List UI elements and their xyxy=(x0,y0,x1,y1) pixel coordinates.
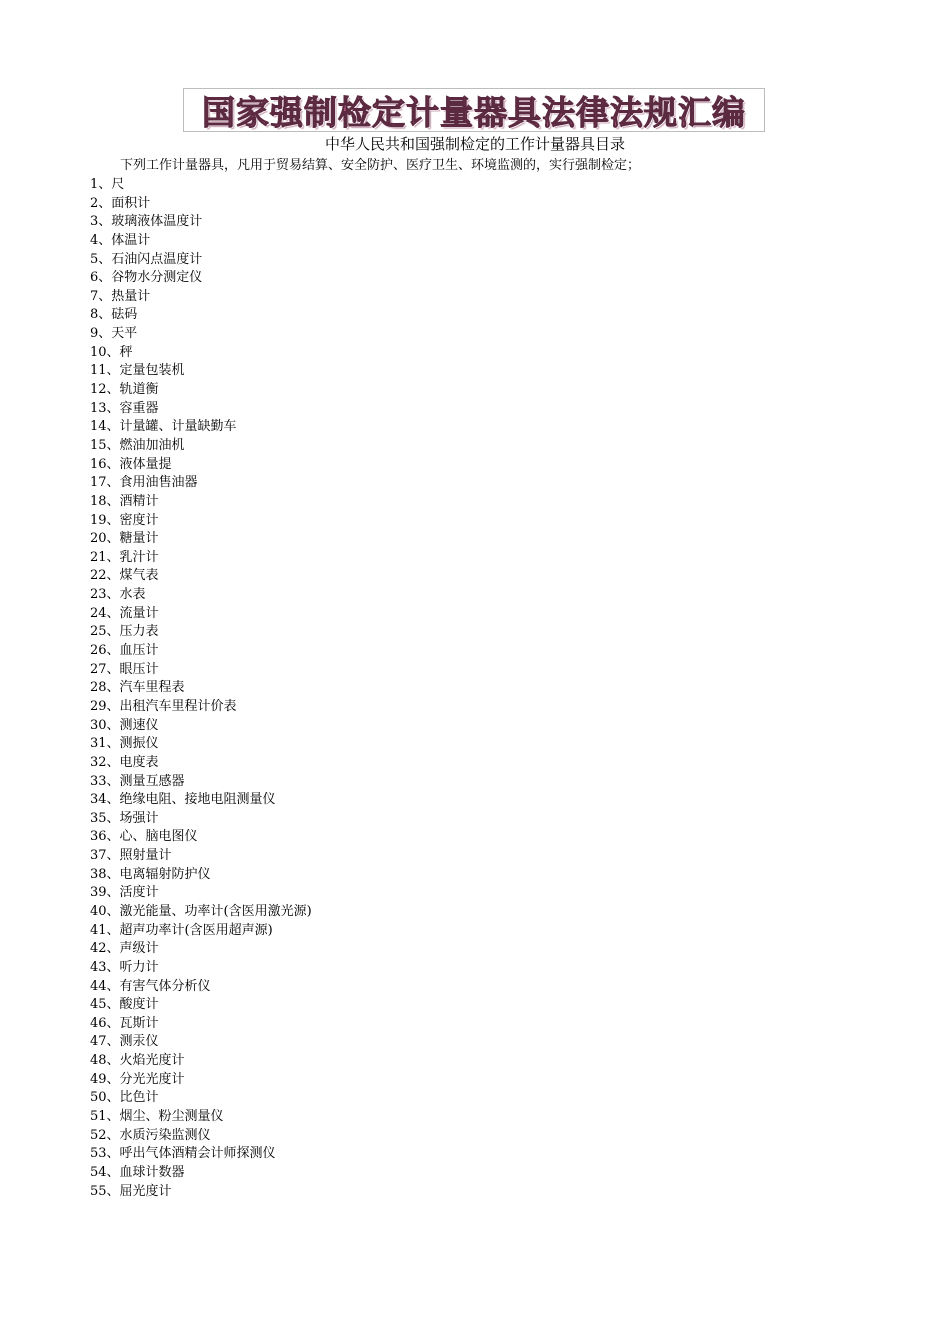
list-item: 43、听力计 xyxy=(90,959,159,975)
list-item: 2、面积计 xyxy=(90,195,151,211)
list-item: 46、瓦斯计 xyxy=(90,1015,159,1031)
list-item: 13、容重器 xyxy=(90,400,159,416)
list-item: 17、食用油售油器 xyxy=(90,475,198,491)
list-item: 21、乳汁计 xyxy=(90,549,159,565)
list-item: 20、糖量计 xyxy=(90,531,159,547)
list-item: 18、酒精计 xyxy=(90,493,159,509)
list-item: 54、血球计数器 xyxy=(90,1164,185,1180)
banner-title: 国家强制检定计量器具法律法规汇编 xyxy=(202,92,746,132)
instrument-list xyxy=(90,176,312,1201)
list-item: 22、煤气表 xyxy=(90,568,159,584)
list-item: 39、活度计 xyxy=(90,885,159,901)
list-item: 25、压力表 xyxy=(90,624,159,640)
list-item: 44、有害气体分析仪 xyxy=(90,978,211,994)
list-item: 15、燃油加油机 xyxy=(90,437,185,453)
list-item: 47、测汞仪 xyxy=(90,1034,159,1050)
list-item: 52、水质污染监测仪 xyxy=(90,1127,211,1143)
list-item: 19、密度计 xyxy=(90,512,159,528)
list-item: 51、烟尘、粉尘测量仪 xyxy=(90,1109,224,1125)
list-item: 36、心、脑电图仪 xyxy=(90,829,198,845)
list-item: 40、激光能量、功率计(含医用激光源) xyxy=(90,903,312,919)
list-item: 23、水表 xyxy=(90,587,146,603)
title-banner xyxy=(183,88,765,132)
list-item: 33、测量互感器 xyxy=(90,773,185,789)
list-item: 28、汽车里程表 xyxy=(90,680,185,696)
list-item: 49、分光光度计 xyxy=(90,1071,185,1087)
list-item: 10、秤 xyxy=(90,344,133,360)
list-item: 11、定量包装机 xyxy=(90,363,185,379)
list-item: 55、屈光度计 xyxy=(90,1183,172,1199)
list-item: 8、砝码 xyxy=(90,307,138,323)
list-item: 45、酸度计 xyxy=(90,997,159,1013)
list-item: 37、照射量计 xyxy=(90,848,172,864)
document-subtitle: 中华人民共和国强制检定的工作计量器具目录 xyxy=(324,135,625,153)
list-item: 32、电度表 xyxy=(90,754,159,770)
list-item: 14、计量罐、计量缺勤车 xyxy=(90,419,237,435)
list-item: 16、液体量提 xyxy=(90,456,172,472)
list-item: 27、眼压计 xyxy=(90,661,159,677)
list-item: 50、比色计 xyxy=(90,1090,159,1106)
list-item: 5、石油闪点温度计 xyxy=(90,251,203,267)
list-item: 24、流量计 xyxy=(90,605,159,621)
list-item: 35、场强计 xyxy=(90,810,159,826)
list-item: 31、测振仪 xyxy=(90,736,159,752)
list-item: 41、超声功率计(含医用超声源) xyxy=(90,922,273,938)
list-item: 9、天平 xyxy=(90,326,138,342)
list-item: 53、呼出气体酒精会计师探测仪 xyxy=(90,1146,276,1162)
list-item: 42、声级计 xyxy=(90,941,159,957)
list-item: 48、火焰光度计 xyxy=(90,1053,185,1069)
list-item: 34、绝缘电阻、接地电阻测量仪 xyxy=(90,792,276,808)
list-item: 6、谷物水分测定仪 xyxy=(90,270,203,286)
list-item: 3、玻璃液体温度计 xyxy=(90,214,203,230)
intro-paragraph: 下列工作计量器具，凡用于贸易结算、安全防护、医疗卫生、环境监测的，实行强制检定； xyxy=(120,158,641,173)
list-item: 7、热量计 xyxy=(90,288,151,304)
list-item: 26、血压计 xyxy=(90,643,159,659)
list-item: 1、尺 xyxy=(90,177,125,192)
list-item: 29、出租汽车里程计价表 xyxy=(90,698,237,714)
list-item: 4、体温计 xyxy=(90,232,151,248)
list-item: 12、轨道衡 xyxy=(90,382,159,398)
list-item: 30、测速仪 xyxy=(90,717,159,733)
list-item: 38、电离辐射防护仪 xyxy=(90,866,211,882)
